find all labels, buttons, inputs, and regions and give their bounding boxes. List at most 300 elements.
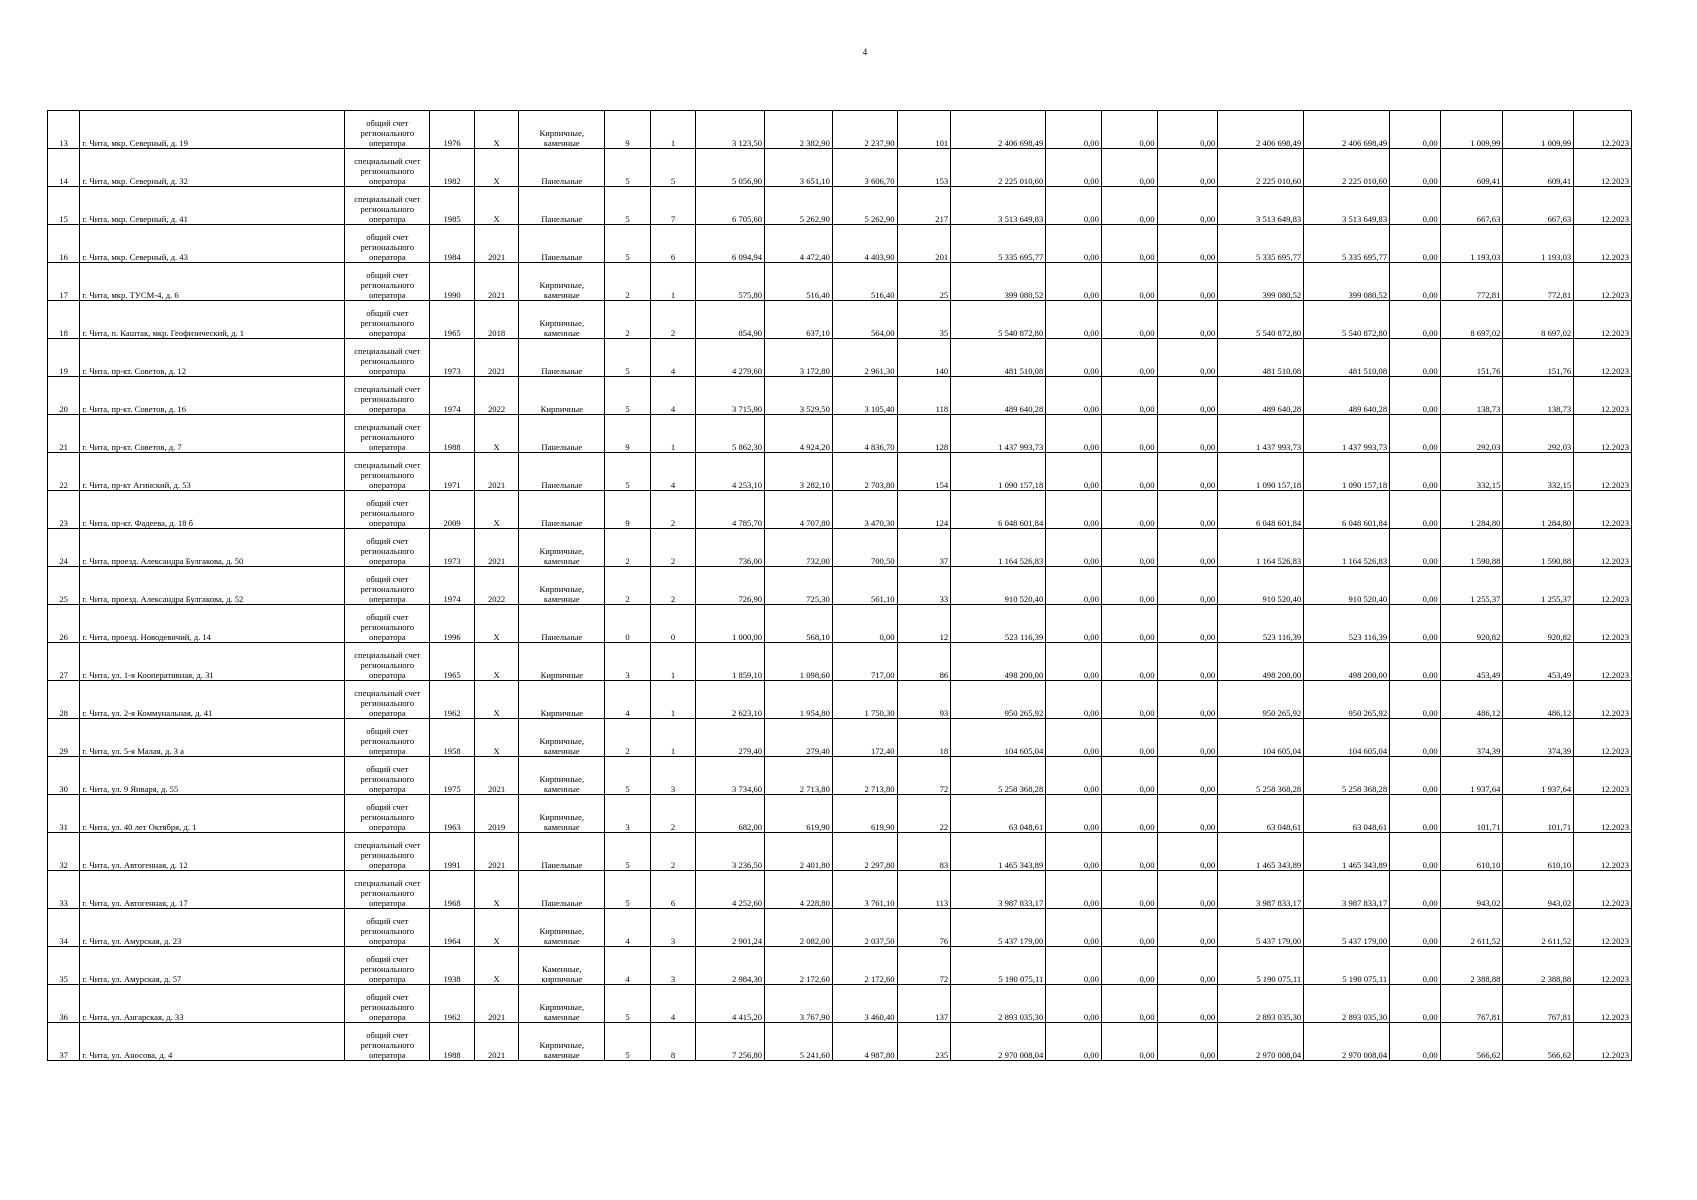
premises-area-cell: 3 767,90	[765, 985, 833, 1023]
row-number: 29	[48, 719, 80, 757]
row-number: 26	[48, 605, 80, 643]
total-area-cell: 6 094,94	[696, 225, 765, 263]
address-cell: г. Чита, мкр. Северный, д. 41	[80, 187, 345, 225]
built-year-cell: 1988	[430, 1023, 475, 1061]
municipal-funds-cell: 0,00	[1157, 567, 1218, 605]
row-number: 31	[48, 795, 80, 833]
residents-cell: 113	[897, 871, 951, 909]
address-cell: г. Чита, пр-кт. Советов, д. 7	[80, 415, 345, 453]
wall-material-cell: Кирпичные, каменные	[519, 567, 605, 605]
floors-cell: 5	[605, 377, 651, 415]
account-type-cell: специальный счет регионального оператора	[345, 415, 430, 453]
residents-cell: 128	[897, 415, 951, 453]
account-type-cell: общий счет регионального оператора	[345, 947, 430, 985]
residents-cell: 101	[897, 111, 951, 149]
floors-cell: 5	[605, 453, 651, 491]
total-area-cell: 1 859,10	[696, 643, 765, 681]
account-type-cell: общий счет регионального оператора	[345, 719, 430, 757]
table-row	[48, 149, 1632, 187]
other-cost-cell: 0,00	[1390, 111, 1441, 149]
built-year-cell: 1985	[430, 187, 475, 225]
table-row	[48, 567, 1632, 605]
built-year-cell: 1965	[430, 643, 475, 681]
unit-cost-cell: 920,82	[1440, 605, 1503, 643]
owners-funds-cell: 5 540 872,80	[1218, 301, 1304, 339]
total-cost-cell: 910 520,40	[951, 567, 1046, 605]
premises-area-cell: 568,10	[765, 605, 833, 643]
total-work-cost-cell: 489 640,28	[1304, 377, 1390, 415]
premises-area-cell: 5 241,60	[765, 1023, 833, 1061]
table-row	[48, 377, 1632, 415]
completion-date-cell: 12.2023	[1574, 719, 1632, 757]
completion-date-cell: 12.2023	[1574, 149, 1632, 187]
unit-cost-cell: 292,03	[1440, 415, 1503, 453]
municipal-funds-cell: 0,00	[1157, 491, 1218, 529]
entrances-cell: 3	[650, 757, 696, 795]
total-area-cell: 279,40	[696, 719, 765, 757]
municipal-funds-cell: 0,00	[1157, 605, 1218, 643]
residents-cell: 33	[897, 567, 951, 605]
residents-cell: 140	[897, 339, 951, 377]
total-work-cost-cell: 950 265,92	[1304, 681, 1390, 719]
entrances-cell: 1	[650, 643, 696, 681]
total-work-cost-cell: 5 190 075,11	[1304, 947, 1390, 985]
address-cell: г. Чита, ул. 2-я Коммунальная, д. 41	[80, 681, 345, 719]
wall-material-cell: Панельные	[519, 339, 605, 377]
residential-area-cell: 516,40	[832, 263, 897, 301]
entrances-cell: 1	[650, 111, 696, 149]
address-cell: г. Чита, ул. 9 Января, д. 55	[80, 757, 345, 795]
owners-funds-cell: 399 080,52	[1218, 263, 1304, 301]
premises-area-cell: 3 529,50	[765, 377, 833, 415]
regional-funds-cell: 0,00	[1101, 149, 1157, 187]
table-row	[48, 909, 1632, 947]
total-area-cell: 854,90	[696, 301, 765, 339]
total-work-cost-cell: 910 520,40	[1304, 567, 1390, 605]
repair-year-cell: 2021	[474, 757, 519, 795]
total-area-cell: 726,90	[696, 567, 765, 605]
total-cost-cell: 2 225 010,60	[951, 149, 1046, 187]
wall-material-cell: Кирпичные	[519, 643, 605, 681]
owners-funds-cell: 3 513 649,83	[1218, 187, 1304, 225]
federal-funds-cell: 0,00	[1046, 985, 1102, 1023]
built-year-cell: 1990	[430, 263, 475, 301]
total-cost-cell: 1 090 157,18	[951, 453, 1046, 491]
repair-year-cell: Х	[474, 681, 519, 719]
floors-cell: 2	[605, 301, 651, 339]
built-year-cell: 1965	[430, 301, 475, 339]
premises-area-cell: 2 382,90	[765, 111, 833, 149]
repair-year-cell: 2022	[474, 377, 519, 415]
built-year-cell: 1964	[430, 909, 475, 947]
unit-cost-cell: 332,15	[1440, 453, 1503, 491]
residents-cell: 124	[897, 491, 951, 529]
repair-year-cell: 2021	[474, 339, 519, 377]
owners-funds-cell: 1 465 343,89	[1218, 833, 1304, 871]
max-unit-cost-cell: 486,12	[1503, 681, 1574, 719]
table-row	[48, 301, 1632, 339]
regional-funds-cell: 0,00	[1101, 111, 1157, 149]
total-area-cell: 5 862,30	[696, 415, 765, 453]
account-type-cell: специальный счет регионального оператора	[345, 187, 430, 225]
address-cell: г. Чита, мкр. ТУСМ-4, д. 6	[80, 263, 345, 301]
row-number: 17	[48, 263, 80, 301]
address-cell: г. Чита, проезд. Александра Булгакова, д. 52	[80, 567, 345, 605]
row-number: 33	[48, 871, 80, 909]
residents-cell: 83	[897, 833, 951, 871]
floors-cell: 5	[605, 339, 651, 377]
regional-funds-cell: 0,00	[1101, 871, 1157, 909]
completion-date-cell: 12.2023	[1574, 757, 1632, 795]
total-cost-cell: 3 987 833,17	[951, 871, 1046, 909]
total-area-cell: 682,00	[696, 795, 765, 833]
account-type-cell: специальный счет регионального оператора	[345, 681, 430, 719]
owners-funds-cell: 1 437 993,73	[1218, 415, 1304, 453]
max-unit-cost-cell: 2 611,52	[1503, 909, 1574, 947]
wall-material-cell: Кирпичные, каменные	[519, 301, 605, 339]
residential-area-cell: 2 172,60	[832, 947, 897, 985]
address-cell: г. Чита, пр-кт. Советов, д. 16	[80, 377, 345, 415]
repair-year-cell: Х	[474, 643, 519, 681]
max-unit-cost-cell: 767,81	[1503, 985, 1574, 1023]
owners-funds-cell: 5 335 695,77	[1218, 225, 1304, 263]
built-year-cell: 1974	[430, 377, 475, 415]
table-row	[48, 757, 1632, 795]
federal-funds-cell: 0,00	[1046, 225, 1102, 263]
address-cell: г. Чита, ул. Автогенная, д. 17	[80, 871, 345, 909]
table-row	[48, 985, 1632, 1023]
built-year-cell: 1974	[430, 567, 475, 605]
other-cost-cell: 0,00	[1390, 833, 1441, 871]
max-unit-cost-cell: 151,76	[1503, 339, 1574, 377]
owners-funds-cell: 910 520,40	[1218, 567, 1304, 605]
regional-funds-cell: 0,00	[1101, 681, 1157, 719]
repair-year-cell: 2021	[474, 453, 519, 491]
total-cost-cell: 1 164 526,83	[951, 529, 1046, 567]
entrances-cell: 4	[650, 377, 696, 415]
other-cost-cell: 0,00	[1390, 985, 1441, 1023]
total-work-cost-cell: 104 605,04	[1304, 719, 1390, 757]
address-cell: г. Чита, ул. Ангарская, д. 33	[80, 985, 345, 1023]
owners-funds-cell: 5 190 075,11	[1218, 947, 1304, 985]
entrances-cell: 8	[650, 1023, 696, 1061]
premises-area-cell: 3 651,10	[765, 149, 833, 187]
total-area-cell: 5 056,90	[696, 149, 765, 187]
table-row	[48, 681, 1632, 719]
account-type-cell: специальный счет регионального оператора	[345, 339, 430, 377]
residents-cell: 93	[897, 681, 951, 719]
address-cell: г. Чита, п. Каштак, мкр. Геофизический, д. 1	[80, 301, 345, 339]
total-cost-cell: 2 406 698,49	[951, 111, 1046, 149]
premises-area-cell: 637,10	[765, 301, 833, 339]
built-year-cell: 1962	[430, 681, 475, 719]
row-number: 18	[48, 301, 80, 339]
entrances-cell: 1	[650, 681, 696, 719]
account-type-cell: общий счет регионального оператора	[345, 985, 430, 1023]
residents-cell: 22	[897, 795, 951, 833]
regional-funds-cell: 0,00	[1101, 947, 1157, 985]
other-cost-cell: 0,00	[1390, 757, 1441, 795]
total-area-cell: 1 000,00	[696, 605, 765, 643]
premises-area-cell: 2 172,60	[765, 947, 833, 985]
residential-area-cell: 4 403,90	[832, 225, 897, 263]
regional-funds-cell: 0,00	[1101, 643, 1157, 681]
row-number: 28	[48, 681, 80, 719]
table-row	[48, 719, 1632, 757]
federal-funds-cell: 0,00	[1046, 187, 1102, 225]
total-work-cost-cell: 481 510,08	[1304, 339, 1390, 377]
residential-area-cell: 0,00	[832, 605, 897, 643]
residents-cell: 201	[897, 225, 951, 263]
row-number: 20	[48, 377, 80, 415]
total-work-cost-cell: 498 200,00	[1304, 643, 1390, 681]
floors-cell: 0	[605, 605, 651, 643]
residents-cell: 35	[897, 301, 951, 339]
address-cell: г. Чита, ул. 1-я Кооперативная, д. 31	[80, 643, 345, 681]
max-unit-cost-cell: 1 255,37	[1503, 567, 1574, 605]
total-cost-cell: 5 335 695,77	[951, 225, 1046, 263]
total-cost-cell: 5 258 368,28	[951, 757, 1046, 795]
floors-cell: 2	[605, 719, 651, 757]
residential-area-cell: 619,90	[832, 795, 897, 833]
unit-cost-cell: 1 255,37	[1440, 567, 1503, 605]
municipal-funds-cell: 0,00	[1157, 757, 1218, 795]
total-area-cell: 7 256,80	[696, 1023, 765, 1061]
completion-date-cell: 12.2023	[1574, 871, 1632, 909]
built-year-cell: 1968	[430, 871, 475, 909]
municipal-funds-cell: 0,00	[1157, 947, 1218, 985]
total-cost-cell: 489 640,28	[951, 377, 1046, 415]
completion-date-cell: 12.2023	[1574, 567, 1632, 605]
account-type-cell: специальный счет регионального оператора	[345, 643, 430, 681]
built-year-cell: 1996	[430, 605, 475, 643]
municipal-funds-cell: 0,00	[1157, 415, 1218, 453]
federal-funds-cell: 0,00	[1046, 111, 1102, 149]
total-area-cell: 2 984,30	[696, 947, 765, 985]
table-row	[48, 415, 1632, 453]
repair-year-cell: 2021	[474, 263, 519, 301]
owners-funds-cell: 481 510,08	[1218, 339, 1304, 377]
municipal-funds-cell: 0,00	[1157, 643, 1218, 681]
unit-cost-cell: 2 388,88	[1440, 947, 1503, 985]
repair-year-cell: Х	[474, 719, 519, 757]
wall-material-cell: Кирпичные	[519, 681, 605, 719]
unit-cost-cell: 151,76	[1440, 339, 1503, 377]
federal-funds-cell: 0,00	[1046, 453, 1102, 491]
premises-area-cell: 1 954,80	[765, 681, 833, 719]
owners-funds-cell: 523 116,39	[1218, 605, 1304, 643]
residential-area-cell: 2 297,80	[832, 833, 897, 871]
premises-area-cell: 5 262,90	[765, 187, 833, 225]
address-cell: г. Чита, мкр. Северный, д. 43	[80, 225, 345, 263]
municipal-funds-cell: 0,00	[1157, 225, 1218, 263]
max-unit-cost-cell: 610,10	[1503, 833, 1574, 871]
residential-area-cell: 700,50	[832, 529, 897, 567]
built-year-cell: 1973	[430, 529, 475, 567]
municipal-funds-cell: 0,00	[1157, 909, 1218, 947]
address-cell: г. Чита, пр-кт. Фадеева, д. 18 б	[80, 491, 345, 529]
residential-area-cell: 4 836,70	[832, 415, 897, 453]
repair-year-cell: 2019	[474, 795, 519, 833]
municipal-funds-cell: 0,00	[1157, 149, 1218, 187]
total-area-cell: 6 705,60	[696, 187, 765, 225]
registry-table	[47, 110, 1632, 1061]
regional-funds-cell: 0,00	[1101, 491, 1157, 529]
other-cost-cell: 0,00	[1390, 871, 1441, 909]
total-work-cost-cell: 1 465 343,89	[1304, 833, 1390, 871]
residents-cell: 12	[897, 605, 951, 643]
completion-date-cell: 12.2023	[1574, 605, 1632, 643]
completion-date-cell: 12.2023	[1574, 453, 1632, 491]
unit-cost-cell: 374,39	[1440, 719, 1503, 757]
total-work-cost-cell: 5 540 872,80	[1304, 301, 1390, 339]
regional-funds-cell: 0,00	[1101, 263, 1157, 301]
floors-cell: 2	[605, 529, 651, 567]
premises-area-cell: 619,90	[765, 795, 833, 833]
municipal-funds-cell: 0,00	[1157, 301, 1218, 339]
wall-material-cell: Панельные	[519, 415, 605, 453]
residential-area-cell: 2 713,80	[832, 757, 897, 795]
owners-funds-cell: 2 893 035,30	[1218, 985, 1304, 1023]
total-work-cost-cell: 63 048,61	[1304, 795, 1390, 833]
residential-area-cell: 2 961,30	[832, 339, 897, 377]
table-row	[48, 643, 1632, 681]
table-body	[48, 111, 1632, 1061]
total-cost-cell: 498 200,00	[951, 643, 1046, 681]
residents-cell: 86	[897, 643, 951, 681]
regional-funds-cell: 0,00	[1101, 453, 1157, 491]
entrances-cell: 1	[650, 719, 696, 757]
total-cost-cell: 5 190 075,11	[951, 947, 1046, 985]
table-row	[48, 453, 1632, 491]
municipal-funds-cell: 0,00	[1157, 187, 1218, 225]
premises-area-cell: 4 924,20	[765, 415, 833, 453]
other-cost-cell: 0,00	[1390, 491, 1441, 529]
built-year-cell: 1963	[430, 795, 475, 833]
federal-funds-cell: 0,00	[1046, 149, 1102, 187]
address-cell: г. Чита, пр-кт Агинский, д. 53	[80, 453, 345, 491]
residential-area-cell: 1 750,30	[832, 681, 897, 719]
residents-cell: 217	[897, 187, 951, 225]
address-cell: г. Чита, ул. Амурская, д. 23	[80, 909, 345, 947]
owners-funds-cell: 2 970 008,04	[1218, 1023, 1304, 1061]
max-unit-cost-cell: 667,63	[1503, 187, 1574, 225]
row-number: 21	[48, 415, 80, 453]
total-cost-cell: 950 265,92	[951, 681, 1046, 719]
repair-year-cell: Х	[474, 947, 519, 985]
premises-area-cell: 3 172,80	[765, 339, 833, 377]
residential-area-cell: 3 105,40	[832, 377, 897, 415]
repair-year-cell: Х	[474, 415, 519, 453]
wall-material-cell: Кирпичные, каменные	[519, 719, 605, 757]
account-type-cell: специальный счет регионального оператора	[345, 453, 430, 491]
completion-date-cell: 12.2023	[1574, 187, 1632, 225]
floors-cell: 5	[605, 187, 651, 225]
residential-area-cell: 4 987,80	[832, 1023, 897, 1061]
built-year-cell: 1938	[430, 947, 475, 985]
repair-year-cell: 2018	[474, 301, 519, 339]
row-number: 24	[48, 529, 80, 567]
regional-funds-cell: 0,00	[1101, 605, 1157, 643]
premises-area-cell: 1 098,60	[765, 643, 833, 681]
total-work-cost-cell: 3 513 649,83	[1304, 187, 1390, 225]
entrances-cell: 2	[650, 491, 696, 529]
max-unit-cost-cell: 609,41	[1503, 149, 1574, 187]
municipal-funds-cell: 0,00	[1157, 339, 1218, 377]
built-year-cell: 1976	[430, 111, 475, 149]
total-work-cost-cell: 2 893 035,30	[1304, 985, 1390, 1023]
completion-date-cell: 12.2023	[1574, 415, 1632, 453]
max-unit-cost-cell: 772,81	[1503, 263, 1574, 301]
repair-year-cell: Х	[474, 605, 519, 643]
unit-cost-cell: 609,41	[1440, 149, 1503, 187]
entrances-cell: 2	[650, 795, 696, 833]
total-area-cell: 3 734,60	[696, 757, 765, 795]
residential-area-cell: 3 761,10	[832, 871, 897, 909]
max-unit-cost-cell: 566,62	[1503, 1023, 1574, 1061]
account-type-cell: общий счет регионального оператора	[345, 909, 430, 947]
max-unit-cost-cell: 1 284,80	[1503, 491, 1574, 529]
federal-funds-cell: 0,00	[1046, 301, 1102, 339]
address-cell: г. Чита, мкр. Северный, д. 32	[80, 149, 345, 187]
floors-cell: 2	[605, 263, 651, 301]
completion-date-cell: 12.2023	[1574, 491, 1632, 529]
page-number: 4	[862, 47, 868, 57]
other-cost-cell: 0,00	[1390, 301, 1441, 339]
address-cell: г. Чита, ул. 5-я Малая, д. 3 а	[80, 719, 345, 757]
total-area-cell: 4 252,60	[696, 871, 765, 909]
municipal-funds-cell: 0,00	[1157, 985, 1218, 1023]
residential-area-cell: 3 460,40	[832, 985, 897, 1023]
total-area-cell: 2 623,10	[696, 681, 765, 719]
row-number: 27	[48, 643, 80, 681]
wall-material-cell: Панельные	[519, 149, 605, 187]
unit-cost-cell: 453,49	[1440, 643, 1503, 681]
total-area-cell: 4 415,20	[696, 985, 765, 1023]
account-type-cell: общий счет регионального оператора	[345, 757, 430, 795]
residents-cell: 76	[897, 909, 951, 947]
wall-material-cell: Кирпичные, каменные	[519, 111, 605, 149]
regional-funds-cell: 0,00	[1101, 795, 1157, 833]
table-row	[48, 111, 1632, 149]
floors-cell: 3	[605, 643, 651, 681]
total-work-cost-cell: 2 225 010,60	[1304, 149, 1390, 187]
table-row	[48, 263, 1632, 301]
owners-funds-cell: 5 258 368,28	[1218, 757, 1304, 795]
federal-funds-cell: 0,00	[1046, 719, 1102, 757]
max-unit-cost-cell: 943,02	[1503, 871, 1574, 909]
owners-funds-cell: 2 406 698,49	[1218, 111, 1304, 149]
account-type-cell: общий счет регионального оператора	[345, 605, 430, 643]
max-unit-cost-cell: 1 009,99	[1503, 111, 1574, 149]
max-unit-cost-cell: 453,49	[1503, 643, 1574, 681]
wall-material-cell: Кирпичные, каменные	[519, 529, 605, 567]
regional-funds-cell: 0,00	[1101, 833, 1157, 871]
other-cost-cell: 0,00	[1390, 795, 1441, 833]
max-unit-cost-cell: 8 697,02	[1503, 301, 1574, 339]
federal-funds-cell: 0,00	[1046, 491, 1102, 529]
federal-funds-cell: 0,00	[1046, 567, 1102, 605]
wall-material-cell: Панельные	[519, 225, 605, 263]
total-area-cell: 4 253,10	[696, 453, 765, 491]
wall-material-cell: Кирпичные, каменные	[519, 263, 605, 301]
completion-date-cell: 12.2023	[1574, 529, 1632, 567]
unit-cost-cell: 8 697,02	[1440, 301, 1503, 339]
account-type-cell: общий счет регионального оператора	[345, 795, 430, 833]
federal-funds-cell: 0,00	[1046, 377, 1102, 415]
repair-year-cell: Х	[474, 187, 519, 225]
built-year-cell: 2009	[430, 491, 475, 529]
